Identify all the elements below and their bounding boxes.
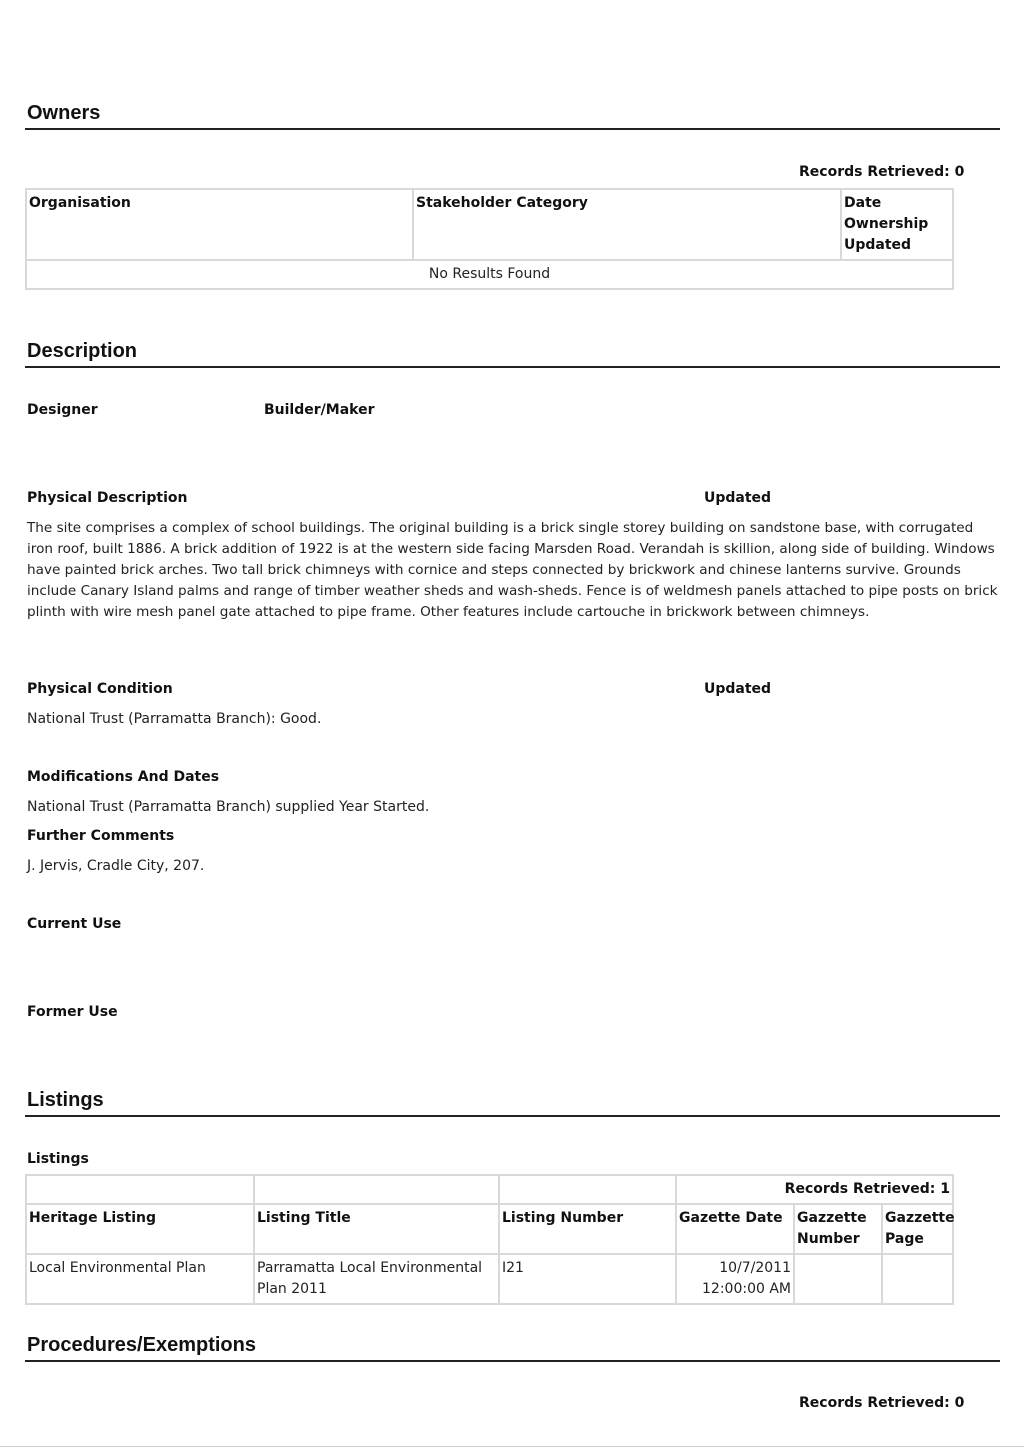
physical-condition-updated-label: Updated	[704, 681, 772, 697]
designer-label: Designer	[27, 402, 98, 418]
listings-records-spacer-3	[499, 1175, 676, 1204]
owners-table	[25, 188, 954, 290]
former-use-label: Former Use	[27, 1004, 118, 1020]
page-bottom-divider	[0, 1446, 1024, 1447]
owners-table-header-row	[26, 189, 953, 260]
modifications-label: Modifications And Dates	[27, 769, 220, 785]
owners-records-retrieved: Records Retrieved: 0	[799, 164, 965, 180]
listings-header-listing-number: Listing Number	[499, 1204, 676, 1254]
owners-header-organisation: Organisation	[26, 189, 413, 260]
listings-records-spacer-2	[254, 1175, 499, 1204]
owners-no-results: No Results Found	[26, 260, 953, 289]
owners-section-rule	[25, 128, 1000, 130]
further-comments-label: Further Comments	[27, 828, 175, 844]
listing-heritage-listing: Local Environmental Plan	[26, 1254, 254, 1304]
listings-section-title: Listings	[27, 1089, 104, 1111]
physical-condition-text: National Trust (Parramatta Branch): Good.	[27, 711, 322, 727]
physical-description-text: The site comprises a complex of school buildings. The original building is a brick single storey building on sandstone base, with corrugated iron roof, built 1886. A brick addition of 1922 is at the western side facing Marsden Road. Verandah is skillion, along side of building. Windows have painted brick arches. Two tall brick chimneys with cornice and steps connected by brickwork and chinese lanterns survive. Grounds include Canary Island palms and range of timber weather sheds and wash-sheds. Fence is of weldmesh panels attached to pipe posts on brick plinth with wire mesh panel gate attached to pipe frame. Other features include cartouche in brickwork between chimneys.	[27, 520, 998, 620]
listings-records-row	[26, 1175, 953, 1204]
procedures-section-rule	[25, 1360, 1000, 1362]
listing-gazette-page	[882, 1254, 953, 1304]
description-section-title: Description	[27, 340, 138, 362]
owners-section-title: Owners	[27, 102, 101, 124]
listing-number: I21	[499, 1254, 676, 1304]
listings-table	[25, 1174, 954, 1305]
listings-header-heritage-listing: Heritage Listing	[26, 1204, 254, 1254]
owners-header-stakeholder-category: Stakeholder Category	[413, 189, 841, 260]
builder-maker-label: Builder/Maker	[264, 402, 375, 418]
modifications-text: National Trust (Parramatta Branch) supplied Year Started.	[27, 799, 430, 815]
table-row	[26, 1254, 953, 1304]
listings-records-spacer-1	[26, 1175, 254, 1204]
physical-description-updated-label: Updated	[704, 490, 772, 506]
listing-title: Parramatta Local Environmental Plan 2011	[254, 1254, 499, 1304]
listings-section-rule	[25, 1115, 1000, 1117]
current-use-label: Current Use	[27, 916, 122, 932]
further-comments-text: J. Jervis, Cradle City, 207.	[27, 858, 205, 874]
owners-header-date-ownership-updated: Date Ownership Updated	[841, 189, 953, 260]
listings-records-retrieved: Records Retrieved: 1	[676, 1175, 953, 1204]
listing-gazette-number	[794, 1254, 882, 1304]
physical-description-label: Physical Description	[27, 490, 188, 506]
listing-gazette-date: 10/7/2011 12:00:00 AM	[676, 1254, 794, 1304]
listings-header-listing-title: Listing Title	[254, 1204, 499, 1254]
description-section-rule	[25, 366, 1000, 368]
physical-condition-label: Physical Condition	[27, 681, 173, 697]
listings-table-header-row	[26, 1204, 953, 1254]
listings-header-gazette-page: Gazzette Page	[882, 1204, 953, 1254]
listings-header-gazette-number: Gazzette Number	[794, 1204, 882, 1254]
owners-table-empty-row	[26, 260, 953, 289]
procedures-records-retrieved: Records Retrieved: 0	[799, 1395, 965, 1411]
procedures-section-title: Procedures/Exemptions	[27, 1334, 256, 1356]
listings-subtitle: Listings	[27, 1151, 89, 1167]
listings-header-gazette-date: Gazette Date	[676, 1204, 794, 1254]
